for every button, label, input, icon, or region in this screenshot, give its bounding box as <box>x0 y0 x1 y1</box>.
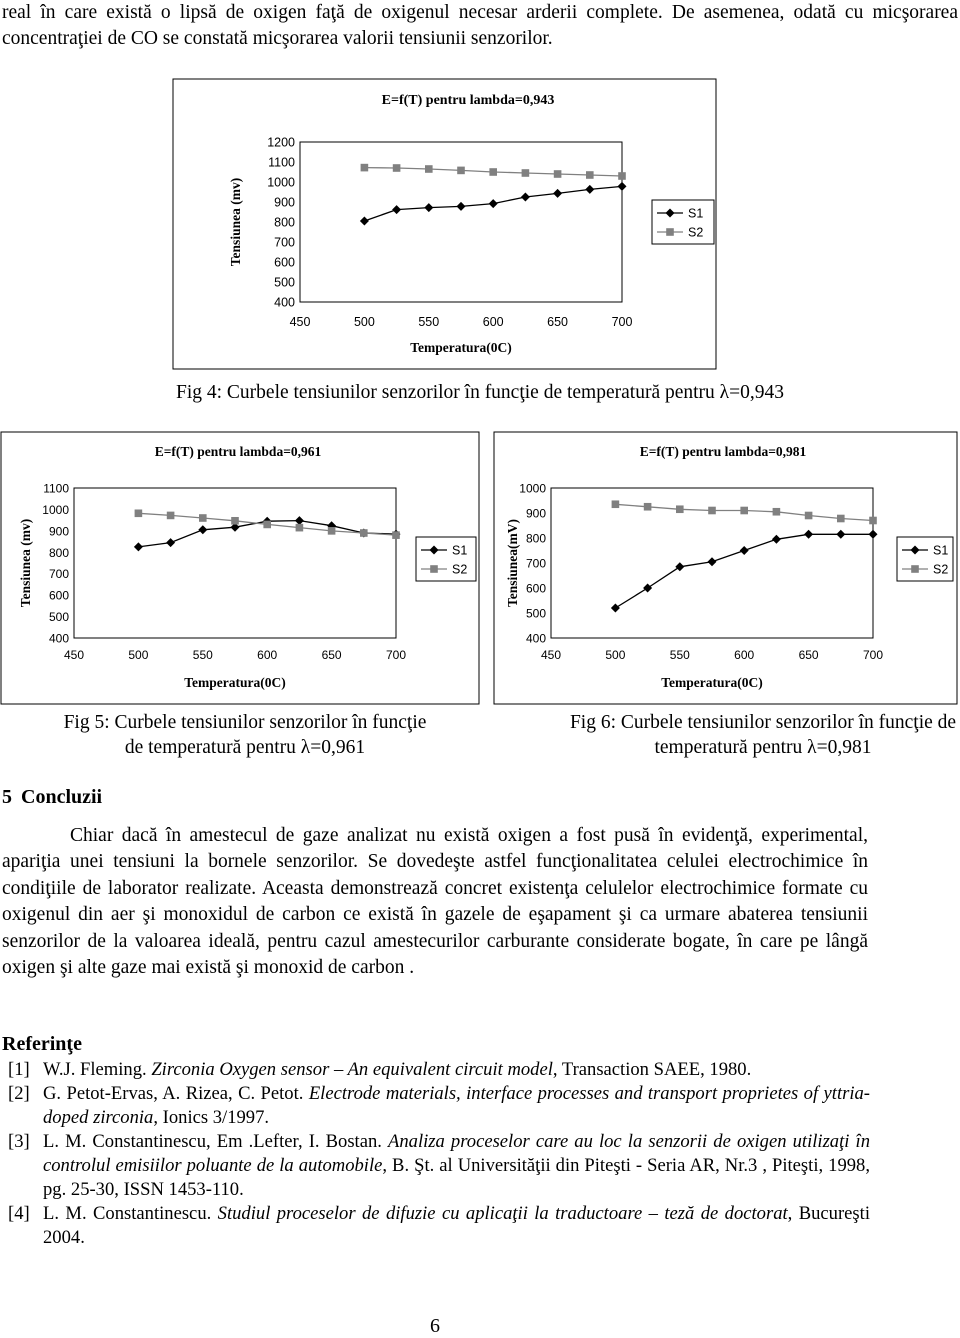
data-point <box>869 517 877 525</box>
y-tick-label: 600 <box>48 588 69 603</box>
section-heading <box>2 786 102 809</box>
y-axis-label: Tensiunea (mv) <box>18 518 33 608</box>
reference-details: , Transaction SAEE, 1980. <box>552 1059 752 1080</box>
data-point <box>837 515 845 523</box>
data-point <box>360 529 368 537</box>
y-tick-label: 900 <box>525 506 546 521</box>
reference-item <box>8 1202 870 1250</box>
y-tick-label: 800 <box>525 531 546 546</box>
chart-frame <box>1 432 479 704</box>
reference-details: , Bucureşti 2004. <box>43 1203 870 1248</box>
intro-paragraph: real în care există o lipsă de oxigen faţă de oxigenul necesar arderii complete. De asemenea, odată cu micşorarea concentraţiei de CO se constată micşorarea valorii tensiunii senzorilor. <box>2 2 958 50</box>
legend-box <box>652 200 714 244</box>
data-point <box>644 503 652 511</box>
reference-details: , Ionics 3/1997. <box>153 1107 270 1128</box>
y-axis-label: Tensiunea(mV) <box>505 518 520 608</box>
y-tick-label: 1000 <box>42 502 69 517</box>
reference-item <box>8 1130 870 1202</box>
reference-title: Analiza proceselor care au loc la senzorii de oxigen utilizaţi în controlul emisiilor poluante de la automobile <box>43 1131 870 1176</box>
reference-authors: L. M. Constantinescu, Em .Lefter, I. Bostan. <box>43 1131 389 1152</box>
legend-label: S2 <box>688 225 704 240</box>
data-point <box>457 167 465 175</box>
y-tick-label: 400 <box>525 631 546 646</box>
chart-frame <box>494 432 957 704</box>
x-tick-label: 650 <box>798 648 819 662</box>
data-point <box>740 507 748 515</box>
data-point <box>554 170 562 178</box>
reference-details: , B. Şt. al Universităţii din Piteşti - Seria AR, Nr.3 , Piteşti, 1998, pg. 25-30, ISSN 1453-110. <box>43 1155 870 1200</box>
x-tick-label: 600 <box>734 648 755 662</box>
reference-number: [2] <box>8 1083 30 1104</box>
page-number: 6 <box>430 1315 440 1337</box>
data-point <box>393 164 401 172</box>
x-tick-label: 600 <box>482 315 504 329</box>
y-tick-label: 900 <box>48 524 69 539</box>
x-tick-label: 500 <box>605 648 626 662</box>
reference-title: Studiul proceselor de difuzie cu aplicaţii la traductoare – teză de doctorat <box>217 1203 788 1224</box>
x-tick-label: 550 <box>418 315 440 329</box>
reference-number: [3] <box>8 1131 30 1152</box>
data-point <box>676 505 684 513</box>
y-tick-label: 400 <box>274 295 295 310</box>
data-point <box>328 527 336 535</box>
data-point <box>231 517 239 525</box>
legend-label: S1 <box>452 543 468 558</box>
data-point <box>392 531 400 539</box>
data-point <box>618 172 626 180</box>
y-tick-label: 700 <box>274 235 295 250</box>
data-point <box>425 165 433 173</box>
data-point <box>361 164 369 172</box>
caption-fig5: Fig 5: Curbele tensiunilor senzorilor în funcţie de temperatură pentru λ=0,961 <box>63 712 427 758</box>
chart-fig6 <box>493 431 958 705</box>
section-title: Concluzii <box>21 786 103 808</box>
x-axis-label: Temperatura(0C) <box>184 675 286 690</box>
y-tick-label: 1000 <box>267 175 295 190</box>
y-tick-label: 400 <box>48 631 69 646</box>
y-tick-label: 800 <box>274 215 295 230</box>
data-point <box>167 512 175 520</box>
data-point <box>263 521 271 529</box>
chart-frame <box>173 79 716 369</box>
data-point <box>708 507 716 515</box>
x-tick-label: 450 <box>63 648 85 662</box>
reference-authors: L. M. Constantinescu. <box>43 1203 218 1224</box>
chart-title: E=f(T) pentru lambda=0,961 <box>154 444 322 459</box>
chart-fig4 <box>172 78 717 370</box>
legend <box>897 537 953 581</box>
legend-marker <box>911 565 919 573</box>
y-tick-label: 700 <box>48 567 69 582</box>
x-tick-label: 700 <box>611 315 633 329</box>
data-point <box>199 514 207 522</box>
references-heading: Referinţe <box>2 1033 82 1055</box>
legend-label: S1 <box>688 206 704 221</box>
data-point <box>612 500 620 508</box>
reference-authors: G. Petot-Ervas, A. Rizea, C. Petot. <box>43 1083 309 1104</box>
y-axis-label: Tensiunea (mv) <box>228 177 243 267</box>
section-number: 5 <box>2 786 12 808</box>
y-tick-label: 800 <box>48 545 69 560</box>
chart-fig5 <box>0 431 480 705</box>
y-tick-label: 1000 <box>519 481 546 496</box>
chart-title: E=f(T) pentru lambda=0,943 <box>381 93 555 108</box>
reference-authors: W.J. Fleming. <box>43 1059 152 1080</box>
legend <box>416 537 476 581</box>
x-axis-label: Temperatura(0C) <box>410 340 512 355</box>
legend-label: S1 <box>933 543 949 558</box>
y-tick-label: 1100 <box>268 155 295 170</box>
caption-fig6: Fig 6: Curbele tensiunilor senzorilor în funcţie de temperatură pentru λ=0,981 <box>569 712 957 758</box>
legend-label: S2 <box>452 562 468 577</box>
y-tick-label: 1100 <box>43 481 69 496</box>
reference-item <box>8 1058 870 1082</box>
data-point <box>586 171 594 179</box>
y-tick-label: 700 <box>525 556 546 571</box>
reference-title: Electrode materials, interface processes and transport proprietes of yttria-doped zirconia <box>43 1083 870 1128</box>
reference-title: Zirconia Oxygen sensor – An equivalent circuit model <box>151 1059 553 1080</box>
x-tick-label: 450 <box>289 315 311 329</box>
conclusion-paragraph: Chiar dacă în amestecul de gaze analizat nu există oxigen a fost pusă în evidenţă, experimental, apariţia unei tensiuni la bornele senzorilor. Se dovedeşte astfel funcţionalitatea celulei electrochimice în condiţiile de laborator realizate. Aceasta demonstrează concret existenţa celulelor electrochimice formate cu oxigenul din aer şi monoxidul de carbon ce există în gazele de eşapament şi ca urmare abaterea tensiunii senzorilor de la valoarea ideală, pentru cazul amestecurilor carburante considerate bogate, în care pe lângă oxigen şi alte gaze mai există şi monoxid de carbon . <box>2 825 868 979</box>
y-tick-label: 500 <box>48 610 69 625</box>
x-tick-label: 450 <box>540 648 562 662</box>
reference-number: [1] <box>8 1059 30 1080</box>
x-tick-label: 550 <box>669 648 690 662</box>
chart-title: E=f(T) pentru lambda=0,981 <box>639 444 807 459</box>
x-tick-label: 700 <box>385 648 407 662</box>
x-tick-label: 700 <box>862 648 884 662</box>
legend-marker <box>666 228 674 236</box>
x-tick-label: 550 <box>192 648 213 662</box>
caption-fig4: Fig 4: Curbele tensiunilor senzorilor în funcţie de temperatură pentru λ=0,943 <box>175 382 784 403</box>
y-tick-label: 600 <box>274 255 295 270</box>
x-axis-label: Temperatura(0C) <box>661 675 763 690</box>
y-tick-label: 600 <box>525 581 546 596</box>
data-point <box>773 508 781 516</box>
legend-marker <box>430 565 438 573</box>
x-tick-label: 600 <box>257 648 278 662</box>
data-point <box>296 524 304 532</box>
x-tick-label: 500 <box>128 648 149 662</box>
x-tick-label: 650 <box>547 315 569 329</box>
y-tick-label: 1200 <box>267 135 295 150</box>
references-list <box>8 1058 870 1250</box>
y-tick-label: 500 <box>525 606 546 621</box>
legend <box>652 200 714 244</box>
data-point <box>135 509 143 517</box>
reference-number: [4] <box>8 1203 30 1224</box>
x-tick-label: 650 <box>321 648 342 662</box>
data-point <box>522 169 530 177</box>
legend-label: S2 <box>933 562 949 577</box>
data-point <box>489 168 497 176</box>
y-tick-label: 900 <box>274 195 295 210</box>
data-point <box>805 512 813 520</box>
x-tick-label: 500 <box>353 315 375 329</box>
reference-item <box>8 1082 870 1130</box>
y-tick-label: 500 <box>274 275 295 290</box>
